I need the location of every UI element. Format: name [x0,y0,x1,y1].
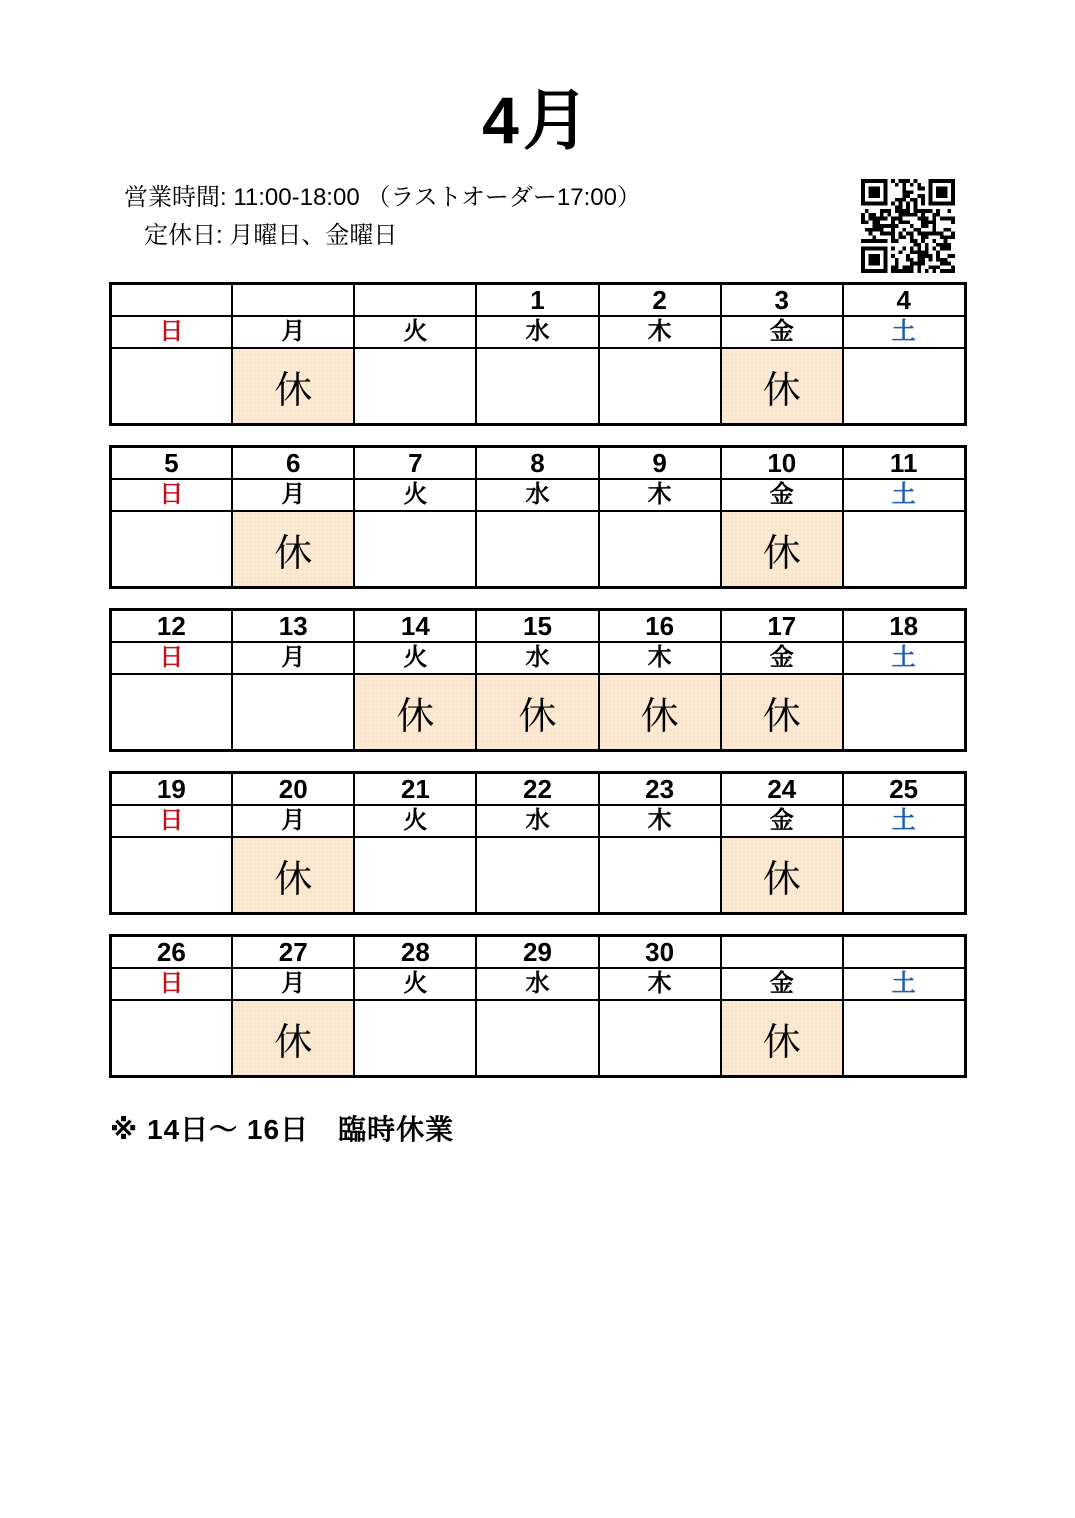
qr-code-image [861,179,955,273]
weekday-row [110,805,965,837]
day-status-row [110,674,965,751]
weekday-label: 金 [721,805,843,837]
day-cell [110,1000,232,1077]
date-cell: 14 [354,610,476,643]
date-row [110,610,965,643]
week-table [109,771,967,915]
page-title: 4月 [482,83,593,157]
day-cell [843,674,965,751]
weekday-label: 月 [232,642,354,674]
day-cell [354,348,476,425]
date-cell [232,284,354,317]
weekday-label: 土 [843,316,965,348]
weekday-label: 火 [354,316,476,348]
day-cell [110,348,232,425]
date-cell: 4 [843,284,965,317]
day-cell [232,674,354,751]
date-row [110,447,965,480]
day-cell [476,837,598,914]
closed-day-cell: 休 [476,674,598,751]
weekday-row [110,968,965,1000]
date-cell: 22 [476,773,598,806]
weekday-label: 月 [232,805,354,837]
day-cell [843,348,965,425]
week-table [109,934,967,1078]
date-cell: 19 [110,773,232,806]
date-cell: 15 [476,610,598,643]
date-cell: 1 [476,284,598,317]
weekday-label: 月 [232,968,354,1000]
date-cell: 3 [721,284,843,317]
closed-day-cell: 休 [232,511,354,588]
weekday-row [110,642,965,674]
day-cell [354,1000,476,1077]
day-cell [110,511,232,588]
date-cell: 9 [599,447,721,480]
weekday-label: 火 [354,805,476,837]
date-cell: 12 [110,610,232,643]
day-cell [110,837,232,914]
weekday-label: 木 [599,968,721,1000]
day-cell [599,511,721,588]
weekday-row [110,479,965,511]
date-cell: 25 [843,773,965,806]
weekday-label: 金 [721,642,843,674]
day-cell [599,837,721,914]
date-cell: 20 [232,773,354,806]
closed-day-cell: 休 [354,674,476,751]
date-row [110,284,965,317]
weekday-label: 金 [721,316,843,348]
weekday-label: 水 [476,805,598,837]
week-table [109,608,967,752]
date-cell: 24 [721,773,843,806]
closed-day-cell: 休 [721,348,843,425]
weekday-label: 木 [599,316,721,348]
weekday-label: 水 [476,968,598,1000]
day-cell [476,511,598,588]
date-cell: 17 [721,610,843,643]
date-cell: 5 [110,447,232,480]
calendar-weeks [0,282,1075,1078]
weekday-label: 火 [354,642,476,674]
day-cell [843,1000,965,1077]
closed-day-cell: 休 [721,511,843,588]
weekday-label: 火 [354,968,476,1000]
date-cell: 11 [843,447,965,480]
day-cell [843,511,965,588]
closed-day-cell: 休 [721,674,843,751]
weekday-label: 金 [721,479,843,511]
closed-day-cell: 休 [721,837,843,914]
closed-day-cell: 休 [232,1000,354,1077]
day-cell [354,837,476,914]
date-cell: 18 [843,610,965,643]
date-cell: 13 [232,610,354,643]
day-cell [476,1000,598,1077]
weekday-label: 月 [232,316,354,348]
weekday-label: 土 [843,805,965,837]
date-cell: 21 [354,773,476,806]
date-cell: 23 [599,773,721,806]
date-cell: 16 [599,610,721,643]
footnote-text: ※ 14日～ 16日 臨時休業 [110,1114,455,1146]
day-status-row [110,837,965,914]
weekday-label: 水 [476,479,598,511]
week-table [109,445,967,589]
day-cell [599,1000,721,1077]
date-row [110,936,965,969]
date-cell: 26 [110,936,232,969]
date-cell: 27 [232,936,354,969]
date-cell: 10 [721,447,843,480]
closed-day-cell: 休 [232,348,354,425]
date-cell [354,284,476,317]
regular-holiday-text: 定休日: 月曜日、金曜日 [144,222,398,250]
weekday-label: 水 [476,316,598,348]
day-cell [599,348,721,425]
weekday-label: 月 [232,479,354,511]
day-status-row [110,511,965,588]
day-cell [476,348,598,425]
closed-day-cell: 休 [232,837,354,914]
weekday-label: 土 [843,642,965,674]
weekday-row [110,316,965,348]
weekday-label: 木 [599,805,721,837]
weekday-label: 木 [599,479,721,511]
closed-day-cell: 休 [599,674,721,751]
closed-day-cell: 休 [721,1000,843,1077]
weekday-label: 土 [843,968,965,1000]
date-row [110,773,965,806]
date-cell [110,284,232,317]
date-cell: 6 [232,447,354,480]
weekday-label: 日 [110,642,232,674]
date-cell [721,936,843,969]
weekday-label: 金 [721,968,843,1000]
date-cell [843,936,965,969]
weekday-label: 木 [599,642,721,674]
day-cell [843,837,965,914]
date-cell: 8 [476,447,598,480]
weekday-label: 火 [354,479,476,511]
date-cell: 30 [599,936,721,969]
day-cell [110,674,232,751]
weekday-label: 日 [110,479,232,511]
qr-code-icon [861,179,955,273]
weekday-label: 日 [110,316,232,348]
weekday-label: 土 [843,479,965,511]
date-cell: 28 [354,936,476,969]
weekday-label: 日 [110,805,232,837]
date-cell: 7 [354,447,476,480]
day-cell [354,511,476,588]
date-cell: 29 [476,936,598,969]
date-cell: 2 [599,284,721,317]
weekday-label: 日 [110,968,232,1000]
day-status-row [110,348,965,425]
business-hours-text: 営業時間: 11:00-18:00 （ラストオーダー17:00） [124,183,641,211]
day-status-row [110,1000,965,1077]
weekday-label: 水 [476,642,598,674]
week-table [109,282,967,426]
